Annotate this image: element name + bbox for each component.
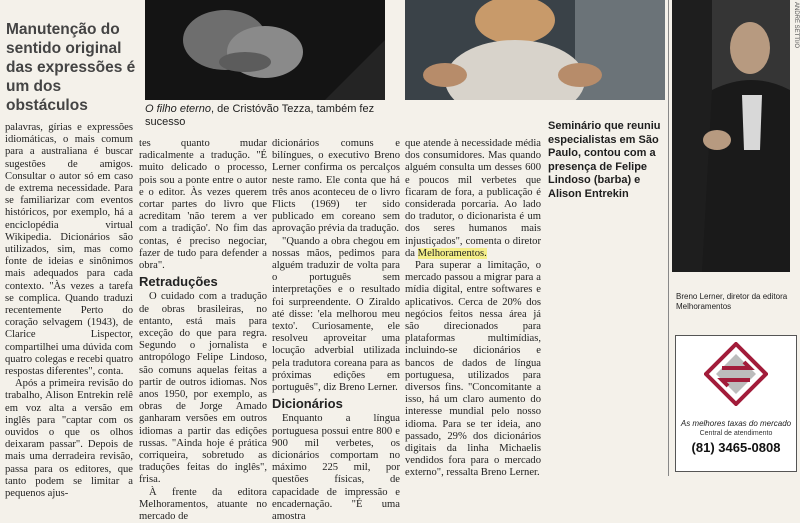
article-column-1 — [5, 122, 133, 500]
paragraph: Enquanto a língua portuguesa possui entre 800 e 900 mil verbetes, os dicionários comportam no máximo 225 mil, por questões físicas, de capacidade de impressão e encadernação. "É uma amostra — [272, 413, 400, 523]
ad-service-label: Central de atendimento — [699, 430, 773, 437]
paragraph: "Quando a obra chegou em nossas mãos, pedimos para alguém traduzir de volta para o português sem interpretações e o resultado foi surpreendente. O Ziraldo até disse: 'ela melhorou meu texto'. Curiosamente, ele resolveu aproveitar uma locução adverbial utilizada pela tradutora coreana para as próximas edições em português", diz Breno Lerner. — [272, 235, 400, 394]
lerner-caption: Breno Lerner, diretor da editora Melhoramentos — [676, 292, 788, 311]
photo-credit: ANDRÉ SETTI/O — [793, 2, 799, 49]
section-heading-retraducoes: Retraduções — [139, 274, 218, 290]
hands-illustration — [145, 0, 385, 100]
speaker-photo — [405, 0, 665, 100]
seminar-caption: Seminário que reuniu especialistas em São Paulo, contou com a presença de Felipe Lindoso (barba) e Alison Entrekin — [548, 120, 661, 200]
paragraph: palavras, gírias e expressões idiomáticas, o mais comum para a australiana é buscar sugestões de amigos. Consultar o autor só em caso de extrema necessidade. Para se familiarizar com eventos históricos, por exemplo, há a enciclopédia virtual Wikipedia. Dicionários são utilizados, sim, mas como fonte de ideias e sinônimos mais adequados para cada contexto. "Às vezes a tarefa se complica. Quando traduzi recentemente Perto do coração selvagem (1943), de Clarice Lispector, compartilhei uma dúvida com quatro colegas e recebi quatro respostas diferentes", conta. — [5, 122, 133, 378]
paragraph-text: que atende à necessidade média dos consumidores. Mas quando alguém consulta um desses 600 e poucos mil verbetes que ficaram de fora, a publicação é considerada porcaria. Ao lado do tradutor, o dicionarista é um dos seres humanos mais injustiçados", comenta o diretor da — [405, 138, 541, 259]
hands-photo — [145, 0, 385, 100]
ad-phone[interactable]: (81) 3465-0808 — [691, 440, 781, 455]
labor-cambio-logo — [704, 342, 768, 406]
paragraph: À frente da editora Melhoramentos, atuante no mercado de — [139, 486, 267, 523]
book-title: O filho eterno — [145, 103, 212, 115]
paragraph: O cuidado com a tradução de obras brasileiras, no entanto, está mais para exceção do que para regra. Segundo o jornalista e antropólogo Felipe Lindoso, são comuns aquelas feitas a partir de outros idiomas. Nos anos 1950, por exemplo, as obras de Jorge Amado ganharam versões em outros idiomas a partir das edições russas. "Ainda hoje é prática corriqueira, sobretudo as traduções feitas do inglês", frisa. — [139, 291, 267, 486]
photo1-caption — [145, 103, 405, 129]
speaker-illustration — [405, 0, 665, 100]
caption-text: , de Cristóvão Tezza, também fez sucesso — [145, 103, 375, 128]
ad-tagline: As melhores taxas do mercado — [680, 419, 792, 428]
pull-quote: Manutenção do sentido original das expressões é um dos obstáculos — [6, 21, 136, 114]
column-divider — [668, 0, 669, 476]
lerner-illustration — [672, 0, 790, 272]
paragraph: tes quanto mudar radicalmente a tradução. "É muito delicado o processo, pois sou a ponte entre o autor e o editor. Às vezes querem cortar partes do livro que acreditam 'não terem a ver com a tradição'. No fim das contas, é preciso negociar, fazer de tudo para defender a obra". — [139, 138, 267, 272]
lerner-photo — [672, 0, 790, 272]
paragraph: Após a primeira revisão do trabalho, Alison Entrekin relê em voz alta a versão em inglês para "captar com os ouvidos o que os olhos deixaram passar". Depois de mais uma derradeira revisão, passa para os editores, que tanto podem se limitar a pequenos ajus- — [5, 378, 133, 500]
article-column-2 — [139, 138, 267, 523]
labor-cambio-ad[interactable] — [675, 335, 797, 472]
paragraph: dicionários comuns e bilíngues, o executivo Breno Lerner confirma os percalços neste ramo. Ele conta que há três anos aconteceu de o livro Flicts (1969) ter sido publicado em coreano sem aprovação prévia da tradução. — [272, 138, 400, 235]
article-column-3 — [272, 138, 400, 523]
paragraph: Para superar a limitação, o mercado passou a migrar para a mídia digital, entre softwares e aplicativos. Cerca de 20% dos negócios feitos nessa área já são direcionados para plataformas multimídias, incluindo-se dicionários e bancos de dados de língua portuguesa, utilizados para diversos fins. "Concomitante a isso, há um claro aumento do interesse mundial pelo nosso idioma. Para se ter ideia, ano passado, 29% dos dicionários digitais da linha Michaelis vendidos fora para o mercado externo", ressalta Breno Lerner. — [405, 260, 541, 479]
paragraph — [405, 138, 541, 260]
highlighted-text: Melhoramentos. — [417, 247, 487, 259]
section-heading-dicionarios: Dicionários — [272, 396, 343, 412]
article-column-4 — [405, 138, 541, 480]
